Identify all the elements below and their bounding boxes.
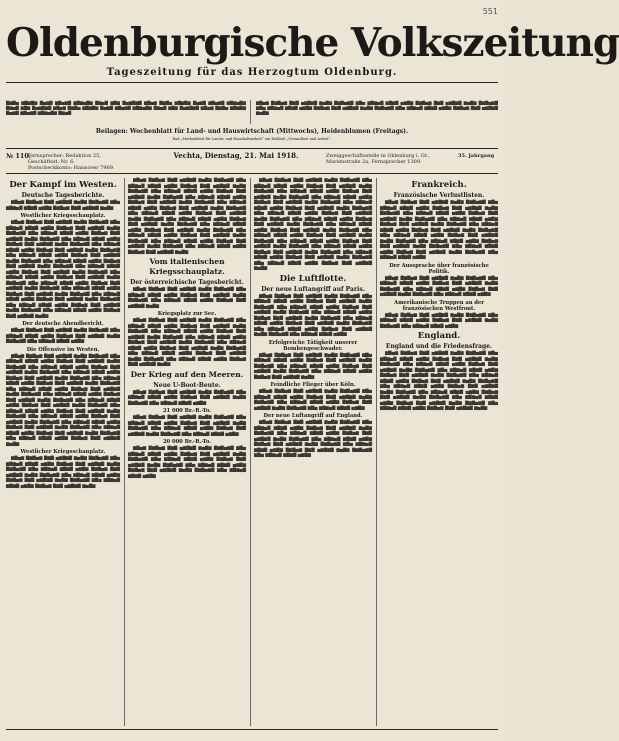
- volume-year: 35. Jahrgang: [458, 153, 495, 159]
- headline-frankreich: Frankreich.: [411, 180, 467, 190]
- issue-info-bar: [6, 150, 498, 172]
- headline-luftangriff-paris: Der neue Luftangriff auf Paris.: [261, 285, 365, 293]
- article-text: ▆▇▅▆ ▇▆▇▅▆ ▇▆▇ ▅▆▇▆▇ ▆▅▇▆ ▇▆▇▅▆▇ ▆▇▅ ▆▇▆▅▇ ▆▇▆▇ ▅▆▇▆ ▇▆▇▅▆ ▇▆▇ ▅▆▇▆▇ ▆▅▇▆ ▇▆▇▅▆▇ ▆▇▅ ▆▇▆▅▇ ▆▇▆▇ ▅▆▇▆ ▇▆▇▅▆ ▇▆▇ ▅▆▇▆▇ ▆▅▇▆ ▇▆▇▅▆▇ ▆▇▅ ▆▇▆▅▇ ▆▇▆▇ ▅▆▇▆ ▇▆▇▅▆ ▇▆▇ ▅▆▇▆▇ ▆▅▇▆ ▇▆▇▅▆▇ ▆▇▅ ▆▇▆▅▇ ▆▇▆▇ ▅▆▇▆ ▇▆▇▅▆ ▇▆▇ ▅▆▇▆▇ ▆▅▇▆: [6, 456, 120, 489]
- column-1: [6, 178, 120, 726]
- subhead-offensive: Die Offensive im Westen.: [26, 346, 100, 353]
- headline-england: England.: [417, 331, 461, 341]
- article-text: ▆▇▅▆ ▇▆▇▅▆ ▇▆▇ ▅▆▇▆▇ ▆▅▇▆ ▇▆▇▅▆▇ ▆▇▅ ▆▇▆▅▇ ▆▇▆▇ ▅▆▇▆ ▇▆▇▅▆ ▇▆▇ ▅▆▇▆▇ ▆▅▇▆ ▇▆▇▅▆▇ ▆▇▅ ▆▇▆▅▇ ▆▇▆▇ ▅▆▇▆ ▇▆▇▅▆ ▇▆▇ ▅▆▇▆▇ ▆▅▇▆ ▇▆▇▅▆▇ ▆▇▅ ▆▇▆▅▇ ▆▇▆▇ ▅▆▇▆ ▇▆▇▅▆ ▇▆▇ ▅▆▇▆▇ ▆▅▇▆ ▇▆▇▅▆▇ ▆▇▅ ▆▇▆▅▇ ▆▇▆▇ ▅▆▇▆ ▇▆▇▅▆ ▇▆▇ ▅▆▇▆▇ ▆▅▇▆ ▇▆▇▅▆▇ ▆▇▅ ▆▇▆▅▇ ▆▇▆▇ ▅▆▇▆ ▇▆▇▅▆ ▇▆▇ ▅▆▇▆▇ ▆▅▇▆ ▇▆▇▅▆▇ ▆▇▅ ▆▇▆▅▇ ▆▇▆▇ ▅▆▇▆ ▇▆▇▅▆ ▇▆▇ ▅▆▇▆▇ ▆▅▇▆ ▇▆▇▅▆▇ ▆▇▅ ▆▇▆▅▇ ▆▇▆▇ ▅▆▇▆ ▇▆▇▅▆ ▇▆▇ ▅▆▇▆▇ ▆▅▇▆ ▇▆▇▅▆▇ ▆▇▅ ▆▇▆▅▇ ▆▇▆▇ ▅▆▇▆ ▇▆▇▅▆ ▇▆▇ ▅▆▇▆▇ ▆▅▇▆ ▇▆▇▅▆▇ ▆▇▅ ▆▇▆▅▇ ▆▇▆▇ ▅▆▇▆ ▇▆▇▅▆ ▇▆▇ ▅▆▇▆▇ ▆▅▇▆ ▇▆▇▅▆▇ ▆▇▅ ▆▇▆▅▇ ▆▇▆▇ ▅▆▇▆ ▇▆▇▅▆ ▇▆▇ ▅▆▇▆▇ ▆▅▇▆ ▇▆▇▅▆▇ ▆▇▅ ▆▇▆▅▇ ▆▇▆▇ ▅▆▇▆ ▇▆▇▅▆ ▇▆▇ ▅▆▇▆▇ ▆▅▇▆ ▇▆▇▅▆▇ ▆▇▅ ▆▇▆▅▇ ▆▇▆▇ ▅▆▇▆ ▇▆▇▅▆ ▇▆▇ ▅▆▇▆▇ ▆▅▇▆ ▇▆▇▅▆▇ ▆▇▅ ▆▇▆▅▇ ▆▇▆▇ ▅▆▇▆ ▇▆▇▅▆ ▇▆▇ ▅▆▇▆▇ ▆▅▇▆: [6, 220, 120, 319]
- headline-italien: Vom italienischen Kriegsschauplatz.: [149, 257, 225, 276]
- supplements-line: Beilagen: Wochenblatt für Land- und Hauswirtschaft (Mittwochs), Heidenblumen (Freitags).: [95, 128, 409, 135]
- column-rule: [376, 178, 377, 726]
- headline-friedensfrage: England und die Friedensfrage.: [385, 343, 493, 350]
- headline-verlustlisten: Französische Verlustlisten.: [393, 192, 485, 199]
- column-rule: [124, 178, 125, 726]
- headline-oesterreich: Der österreichische Tagesbericht.: [130, 279, 244, 286]
- phone-numbers: Fernsprecher: Redaktion 25, Geschäftsst. Nr. 6.: [28, 153, 101, 165]
- subhead-21000-brt: 21 000 Br.-R.-To.: [162, 408, 212, 414]
- headline-luftflotte: Die Luftflotte.: [279, 273, 347, 284]
- article-text: ▆▇▅▆ ▇▆▇▅▆ ▇▆▇ ▅▆▇▆▇ ▆▅▇▆ ▇▆▇▅▆▇ ▆▇▅ ▆▇▆▅▇ ▆▇▆▇ ▅▆▇▆ ▇▆▇▅▆ ▇▆▇ ▅▆▇▆▇ ▆▅▇▆ ▇▆▇▅▆▇ ▆▇▅ ▆▇▆▅▇ ▆▇▆▇ ▅▆▇▆: [128, 389, 246, 406]
- postcheck-account: Postscheckkonto: Hannover 7969.: [28, 165, 115, 171]
- phone-info: [28, 153, 123, 171]
- column-3: [254, 178, 372, 726]
- subhead-westlicher: Westlicher Kriegsschauplatz.: [20, 213, 106, 219]
- branch-office: Zweiggeschäftsstelle in Oldenburg i. Gr., Marienstraße 2a, Fernsprecher 1309.: [326, 153, 430, 165]
- article-text: ▆▇▅▆ ▇▆▇▅▆ ▇▆▇ ▅▆▇▆▇ ▆▅▇▆ ▇▆▇▅▆▇ ▆▇▅ ▆▇▆▅▇ ▆▇▆▇ ▅▆▇▆ ▇▆▇▅▆ ▇▆▇ ▅▆▇▆▇ ▆▅▇▆ ▇▆▇▅▆▇ ▆▇▅ ▆▇▆▅▇ ▆▇▆▇ ▅▆▇▆ ▇▆▇▅▆ ▇▆▇ ▅▆▇▆▇ ▆▅▇▆ ▇▆▇▅▆▇ ▆▇▅ ▆▇▆▅▇ ▆▇▆▇ ▅▆▇▆ ▇▆▇▅▆ ▇▆▇ ▅▆▇▆▇ ▆▅▇▆ ▇▆▇▅▆▇ ▆▇▅ ▆▇▆▅▇ ▆▇▆▇ ▅▆▇▆ ▇▆▇▅▆ ▇▆▇ ▅▆▇▆▇ ▆▅▇▆ ▇▆▇▅▆▇ ▆▇▅ ▆▇▆▅▇ ▆▇▆▇ ▅▆▇▆ ▇▆▇▅▆ ▇▆▇ ▅▆▇▆▇ ▆▅▇▆ ▇▆▇▅▆▇ ▆▇▅ ▆▇▆▅▇ ▆▇▆▇ ▅▆▇▆ ▇▆▇▅▆ ▇▆▇ ▅▆▇▆▇ ▆▅▇▆ ▇▆▇▅▆▇ ▆▇▅ ▆▇▆▅▇ ▆▇▆▇ ▅▆▇▆ ▇▆▇▅▆ ▇▆▇ ▅▆▇▆▇ ▆▅▇▆ ▇▆▇▅▆▇ ▆▇▅ ▆▇▆▅▇ ▆▇▆▇ ▅▆▇▆: [380, 200, 498, 260]
- column-2: [128, 178, 246, 726]
- subhead-luftangriff-england: Der neue Luftangriff auf England.: [263, 413, 363, 419]
- subhead-amerikanische-truppen: Amerikanische Truppen an der französischen Westfront.: [394, 299, 484, 312]
- issue-number: № 110.: [6, 152, 32, 160]
- column-rule: [250, 178, 251, 726]
- headline-u-boot-beute: Neue U-Boot-Beute.: [153, 381, 221, 389]
- masthead-title: Oldenburgische Volkszeitung: [6, 20, 619, 66]
- column-4: [380, 178, 498, 726]
- bottom-rule: [6, 729, 498, 730]
- article-text: ▆▇▅▆ ▇▆▇▅▆ ▇▆▇ ▅▆▇▆▇ ▆▅▇▆ ▇▆▇▅▆▇ ▆▇▅ ▆▇▆▅▇ ▆▇▆▇ ▅▆▇▆ ▇▆▇▅▆ ▇▆▇ ▅▆▇▆▇ ▆▅▇▆ ▇▆▇▅▆▇ ▆▇▅ ▆▇▆▅▇ ▆▇▆▇ ▅▆▇▆ ▇▆▇▅▆ ▇▆▇ ▅▆▇▆▇ ▆▅▇▆ ▇▆▇▅▆▇ ▆▇▅ ▆▇▆▅▇ ▆▇▆▇ ▅▆▇▆ ▇▆▇▅▆ ▇▆▇ ▅▆▇▆▇ ▆▅▇▆ ▇▆▇▅▆▇ ▆▇▅ ▆▇▆▅▇ ▆▇▆▇ ▅▆▇▆ ▇▆▇▅▆ ▇▆▇ ▅▆▇▆▇ ▆▅▇▆ ▇▆▇▅▆▇ ▆▇▅ ▆▇▆▅▇ ▆▇▆▇ ▅▆▇▆ ▇▆▇▅▆ ▇▆▇ ▅▆▇▆▇ ▆▅▇▆ ▇▆▇▅▆▇ ▆▇▅ ▆▇▆▅▇ ▆▇▆▇ ▅▆▇▆ ▇▆▇▅▆ ▇▆▇ ▅▆▇▆▇ ▆▅▇▆: [128, 318, 246, 367]
- article-text: ▆▇▅▆ ▇▆▇▅▆ ▇▆▇ ▅▆▇▆▇ ▆▅▇▆ ▇▆▇▅▆▇ ▆▇▅ ▆▇▆▅▇ ▆▇▆▇ ▅▆▇▆ ▇▆▇▅▆ ▇▆▇ ▅▆▇▆▇ ▆▅▇▆ ▇▆▇▅▆▇ ▆▇▅ ▆▇▆▅▇ ▆▇▆▇ ▅▆▇▆: [380, 312, 498, 329]
- article-text: ▆▇▅▆ ▇▆▇▅▆ ▇▆▇ ▅▆▇▆▇ ▆▅▇▆ ▇▆▇▅▆▇ ▆▇▅ ▆▇▆▅▇ ▆▇▆▇ ▅▆▇▆ ▇▆▇▅▆ ▇▆▇ ▅▆▇▆▇ ▆▅▇▆ ▇▆▇▅▆▇ ▆▇▅ ▆▇▆▅▇ ▆▇▆▇ ▅▆▇▆ ▇▆▇▅▆ ▇▆▇ ▅▆▇▆▇ ▆▅▇▆ ▇▆▇▅▆▇ ▆▇▅ ▆▇▆▅▇ ▆▇▆▇ ▅▆▇▆ ▇▆▇▅▆ ▇▆▇ ▅▆▇▆▇ ▆▅▇▆ ▇▆▇▅▆▇ ▆▇▅ ▆▇▆▅▇ ▆▇▆▇ ▅▆▇▆ ▇▆▇▅▆ ▇▆▇ ▅▆▇▆▇ ▆▅▇▆ ▇▆▇▅▆▇ ▆▇▅ ▆▇▆▅▇ ▆▇▆▇ ▅▆▇▆ ▇▆▇▅▆ ▇▆▇ ▅▆▇▆▇ ▆▅▇▆ ▇▆▇▅▆▇ ▆▇▅ ▆▇▆▅▇ ▆▇▆▇ ▅▆▇▆: [254, 293, 372, 337]
- divider: [6, 82, 498, 83]
- subhead-flieger-koeln: Feindliche Flieger über Köln.: [270, 382, 356, 388]
- article-text: ▆▇▅▆ ▇▆▇▅▆ ▇▆▇ ▅▆▇▆▇ ▆▅▇▆ ▇▆▇▅▆▇ ▆▇▅ ▆▇▆▅▇ ▆▇▆▇ ▅▆▇▆ ▇▆▇▅▆ ▇▆▇ ▅▆▇▆▇ ▆▅▇▆ ▇▆▇▅▆▇ ▆▇▅ ▆▇▆▅▇ ▆▇▆▇ ▅▆▇▆ ▇▆▇▅▆ ▇▆▇ ▅▆▇▆▇ ▆▅▇▆ ▇▆▇▅▆▇ ▆▇▅ ▆▇▆▅▇ ▆▇▆▇ ▅▆▇▆ ▇▆▇▅▆ ▇▆▇ ▅▆▇▆▇ ▆▅▇▆ ▇▆▇▅▆▇ ▆▇▅ ▆▇▆▅▇ ▆▇▆▇ ▅▆▇▆ ▇▆▇▅▆ ▇▆▇ ▅▆▇▆▇ ▆▅▇▆ ▇▆▇▅▆▇ ▆▇▅ ▆▇▆▅▇ ▆▇▆▇ ▅▆▇▆ ▇▆▇▅▆ ▇▆▇ ▅▆▇▆▇ ▆▅▇▆ ▇▆▇▅▆▇ ▆▇▅ ▆▇▆▅▇ ▆▇▆▇ ▅▆▇▆ ▇▆▇▅▆ ▇▆▇ ▅▆▇▆▇ ▆▅▇▆ ▇▆▇▅▆▇ ▆▇▅ ▆▇▆▅▇ ▆▇▆▇ ▅▆▇▆ ▇▆▇▅▆ ▇▆▇ ▅▆▇▆▇ ▆▅▇▆ ▇▆▇▅▆▇ ▆▇▅ ▆▇▆▅▇ ▆▇▆▇ ▅▆▇▆ ▇▆▇▅▆ ▇▆▇ ▅▆▇▆▇ ▆▅▇▆ ▇▆▇▅▆▇ ▆▇▅ ▆▇▆▅▇ ▆▇▆▇ ▅▆▇▆ ▇▆▇▅▆ ▇▆▇ ▅▆▇▆▇ ▆▅▇▆ ▇▆▇▅▆▇ ▆▇▅ ▆▇▆▅▇ ▆▇▆▇ ▅▆▇▆ ▇▆▇▅▆ ▇▆▇ ▅▆▇▆▇ ▆▅▇▆: [128, 178, 246, 255]
- article-text: ▆▇▅▆ ▇▆▇▅▆ ▇▆▇ ▅▆▇▆▇ ▆▅▇▆ ▇▆▇▅▆▇ ▆▇▅ ▆▇▆▅▇ ▆▇▆▇ ▅▆▇▆ ▇▆▇▅▆ ▇▆▇ ▅▆▇▆▇ ▆▅▇▆ ▇▆▇▅▆▇ ▆▇▅ ▆▇▆▅▇ ▆▇▆▇ ▅▆▇▆ ▇▆▇▅▆ ▇▆▇ ▅▆▇▆▇ ▆▅▇▆: [128, 287, 246, 309]
- headline-kampf-im-westen: Der Kampf im Westen.: [9, 180, 117, 190]
- column-rule: [250, 100, 251, 124]
- divider: [6, 173, 498, 174]
- subhead-kriegsplatz-see: Kriegsplatz zur See.: [157, 311, 217, 317]
- headline-krieg-meeren: Der Krieg auf den Meeren.: [130, 369, 244, 379]
- dateline: Vechta, Dienstag, 21. Mai 1918.: [173, 151, 299, 160]
- article-text: ▆▇▅▆ ▇▆▇▅▆ ▇▆▇ ▅▆▇▆▇ ▆▅▇▆ ▇▆▇▅▆▇ ▆▇▅ ▆▇▆▅▇ ▆▇▆▇ ▅▆▇▆ ▇▆▇▅▆ ▇▆▇ ▅▆▇▆▇ ▆▅▇▆ ▇▆▇▅▆▇ ▆▇▅ ▆▇▆▅▇ ▆▇▆▇ ▅▆▇▆ ▇▆▇▅▆ ▇▆▇ ▅▆▇▆▇ ▆▅▇▆ ▇▆▇▅▆▇ ▆▇▅ ▆▇▆▅▇ ▆▇▆▇ ▅▆▇▆ ▇▆▇▅▆ ▇▆▇ ▅▆▇▆▇ ▆▅▇▆ ▇▆▇▅▆▇ ▆▇▅ ▆▇▆▅▇ ▆▇▆▇ ▅▆▇▆ ▇▆▇▅▆ ▇▆▇ ▅▆▇▆▇ ▆▅▇▆ ▇▆▇▅▆▇ ▆▇▅ ▆▇▆▅▇ ▆▇▆▇ ▅▆▇▆ ▇▆▇▅▆ ▇▆▇ ▅▆▇▆▇ ▆▅▇▆ ▇▆▇▅▆▇ ▆▇▅ ▆▇▆▅▇ ▆▇▆▇ ▅▆▇▆ ▇▆▇▅▆ ▇▆▇ ▅▆▇▆▇ ▆▅▇▆ ▇▆▇▅▆▇ ▆▇▅ ▆▇▆▅▇ ▆▇▆▇ ▅▆▇▆ ▇▆▇▅▆ ▇▆▇ ▅▆▇▆▇ ▆▅▇▆ ▇▆▇▅▆▇ ▆▇▅ ▆▇▆▅▇ ▆▇▆▇ ▅▆▇▆ ▇▆▇▅▆ ▇▆▇ ▅▆▇▆▇ ▆▅▇▆ ▇▆▇▅▆▇ ▆▇▅ ▆▇▆▅▇ ▆▇▆▇ ▅▆▇▆ ▇▆▇▅▆ ▇▆▇ ▅▆▇▆▇ ▆▅▇▆ ▇▆▇▅▆▇ ▆▇▅ ▆▇▆▅▇ ▆▇▆▇ ▅▆▇▆ ▇▆▇▅▆ ▇▆▇ ▅▆▇▆▇ ▆▅▇▆ ▇▆▇▅▆▇ ▆▇▅ ▆▇▆▅▇ ▆▇▆▇ ▅▆▇▆ ▇▆▇▅▆ ▇▆▇ ▅▆▇▆▇ ▆▅▇▆ ▇▆▇▅▆▇ ▆▇▅ ▆▇▆▅▇ ▆▇▆▇ ▅▆▇▆ ▇▆▇▅▆ ▇▆▇ ▅▆▇▆▇ ▆▅▇▆: [254, 178, 372, 271]
- subhead-20000-brt: 20 000 Br.-R.-To.: [162, 439, 212, 445]
- article-text: ▆▇▅▆ ▇▆▇▅▆ ▇▆▇ ▅▆▇▆▇ ▆▅▇▆ ▇▆▇▅▆▇ ▆▇▅ ▆▇▆▅▇ ▆▇▆▇ ▅▆▇▆ ▇▆▇▅▆ ▇▆▇ ▅▆▇▆▇ ▆▅▇▆ ▇▆▇▅▆▇ ▆▇▅ ▆▇▆▅▇ ▆▇▆▇ ▅▆▇▆ ▇▆▇▅▆ ▇▆▇ ▅▆▇▆▇ ▆▅▇▆ ▇▆▇▅▆▇ ▆▇▅ ▆▇▆▅▇ ▆▇▆▇ ▅▆▇▆ ▇▆▇▅▆ ▇▆▇ ▅▆▇▆▇ ▆▅▇▆ ▇▆▇▅▆▇ ▆▇▅ ▆▇▆▅▇ ▆▇▆▇ ▅▆▇▆ ▇▆▇▅▆ ▇▆▇ ▅▆▇▆▇ ▆▅▇▆ ▇▆▇▅▆▇ ▆▇▅ ▆▇▆▅▇ ▆▇▆▇ ▅▆▇▆: [254, 420, 372, 458]
- article-text: ▆▇▅▆ ▇▆▇▅▆ ▇▆▇ ▅▆▇▆▇ ▆▅▇▆ ▇▆▇▅▆▇ ▆▇▅ ▆▇▆▅▇ ▆▇▆▇ ▅▆▇▆ ▇▆▇▅▆ ▇▆▇ ▅▆▇▆▇ ▆▅▇▆: [6, 200, 120, 211]
- article-text: ▆▇▅▆ ▇▆▇▅▆ ▇▆▇ ▅▆▇▆▇ ▆▅▇▆ ▇▆▇▅▆▇ ▆▇▅ ▆▇▆▅▇ ▆▇▆▇ ▅▆▇▆ ▇▆▇▅▆ ▇▆▇ ▅▆▇▆▇ ▆▅▇▆ ▇▆▇▅▆▇ ▆▇▅ ▆▇▆▅▇ ▆▇▆▇ ▅▆▇▆ ▇▆▇▅▆ ▇▆▇ ▅▆▇▆▇ ▆▅▇▆ ▇▆▇▅▆▇ ▆▇▅ ▆▇▆▅▇ ▆▇▆▇ ▅▆▇▆ ▇▆▇▅▆ ▇▆▇ ▅▆▇▆▇ ▆▅▇▆: [254, 352, 372, 380]
- subhead-aussprache: Der Aussprache über französische Politik.: [389, 262, 489, 275]
- page-number: 551: [482, 7, 498, 16]
- masthead-subtitle: Tageszeitung für das Herzogtum Oldenburg.: [106, 67, 398, 78]
- subhead-abendbericht: Der deutsche Abendbericht.: [22, 321, 104, 327]
- article-text: ▆▇▅▆ ▇▆▇▅▆ ▇▆▇ ▅▆▇▆▇ ▆▅▇▆ ▇▆▇▅▆▇ ▆▇▅ ▆▇▆▅▇ ▆▇▆▇ ▅▆▇▆ ▇▆▇▅▆ ▇▆▇ ▅▆▇▆▇ ▆▅▇▆ ▇▆▇▅▆▇ ▆▇▅ ▆▇▆▅▇ ▆▇▆▇ ▅▆▇▆ ▇▆▇▅▆ ▇▆▇ ▅▆▇▆▇ ▆▅▇▆ ▇▆▇▅▆▇ ▆▇▅ ▆▇▆▅▇ ▆▇▆▇ ▅▆▇▆: [380, 275, 498, 297]
- article-text: ▆▇▅▆ ▇▆▇▅▆ ▇▆▇ ▅▆▇▆▇ ▆▅▇▆ ▇▆▇▅▆▇ ▆▇▅ ▆▇▆▅▇ ▆▇▆▇ ▅▆▇▆ ▇▆▇▅▆ ▇▆▇ ▅▆▇▆▇ ▆▅▇▆ ▇▆▇▅▆▇ ▆▇▅ ▆▇▆▅▇ ▆▇▆▇ ▅▆▇▆: [6, 328, 120, 344]
- subhead-bombengeschwader: Erfolgreiche Tätigkeit unserer Bombengeschwader.: [268, 339, 358, 352]
- article-text: ▆▇▅▆ ▇▆▇▅▆ ▇▆▇ ▅▆▇▆▇ ▆▅▇▆ ▇▆▇▅▆▇ ▆▇▅ ▆▇▆▅▇ ▆▇▆▇ ▅▆▇▆ ▇▆▇▅▆ ▇▆▇ ▅▆▇▆▇ ▆▅▇▆ ▇▆▇▅▆▇ ▆▇▅ ▆▇▆▅▇ ▆▇▆▇ ▅▆▇▆ ▇▆▇▅▆ ▇▆▇ ▅▆▇▆▇ ▆▅▇▆ ▇▆▇▅▆▇ ▆▇▅ ▆▇▆▅▇ ▆▇▆▇ ▅▆▇▆: [254, 389, 372, 411]
- advertising-info: ▆▇▅▆ ▇▆▇▅▆ ▇▆▇ ▅▆▇▆▇ ▆▅▇▆ ▇▆▇▅▆▇ ▆▇▅ ▆▇▆▅▇ ▆▇▆▇ ▅▆▇▆ ▇▆▇▅▆ ▇▆▇ ▅▆▇▆▇ ▆▅▇▆ ▇▆▇▅▆▇ ▆▇▅ ▆▇▆▅▇ ▆▇▆▇ ▅▆▇▆ ▇▆▇▅▆ ▇▆▇ ▅▆▇▆▇ ▆▅▇▆ ▇▆▇▅▆▇ ▆▇▅ ▆▇▆▅▇ ▆▇▆▇ ▅▆▇▆ ▇▆▇▅▆ ▇▆▇ ▅▆▇▆▇ ▆▅▇▆: [256, 100, 498, 116]
- article-text: ▆▇▅▆ ▇▆▇▅▆ ▇▆▇ ▅▆▇▆▇ ▆▅▇▆ ▇▆▇▅▆▇ ▆▇▅ ▆▇▆▅▇ ▆▇▆▇ ▅▆▇▆ ▇▆▇▅▆ ▇▆▇ ▅▆▇▆▇ ▆▅▇▆ ▇▆▇▅▆▇ ▆▇▅ ▆▇▆▅▇ ▆▇▆▇ ▅▆▇▆ ▇▆▇▅▆ ▇▆▇ ▅▆▇▆▇ ▆▅▇▆ ▇▆▇▅▆▇ ▆▇▅ ▆▇▆▅▇ ▆▇▆▇ ▅▆▇▆ ▇▆▇▅▆ ▇▆▇ ▅▆▇▆▇ ▆▅▇▆ ▇▆▇▅▆▇ ▆▇▅ ▆▇▆▅▇ ▆▇▆▇ ▅▆▇▆ ▇▆▇▅▆ ▇▆▇ ▅▆▇▆▇ ▆▅▇▆ ▇▆▇▅▆▇ ▆▇▅ ▆▇▆▅▇ ▆▇▆▇ ▅▆▇▆ ▇▆▇▅▆ ▇▆▇ ▅▆▇▆▇ ▆▅▇▆ ▇▆▇▅▆▇ ▆▇▅ ▆▇▆▅▇ ▆▇▆▇ ▅▆▇▆ ▇▆▇▅▆ ▇▆▇ ▅▆▇▆▇ ▆▅▇▆ ▇▆▇▅▆▇ ▆▇▅ ▆▇▆▅▇ ▆▇▆▇ ▅▆▇▆ ▇▆▇▅▆ ▇▆▇ ▅▆▇▆▇ ▆▅▇▆ ▇▆▇▅▆▇ ▆▇▅ ▆▇▆▅▇ ▆▇▆▇ ▅▆▇▆ ▇▆▇▅▆ ▇▆▇ ▅▆▇▆▇ ▆▅▇▆ ▇▆▇▅▆▇ ▆▇▅ ▆▇▆▅▇ ▆▇▆▇ ▅▆▇▆ ▇▆▇▅▆ ▇▆▇ ▅▆▇▆▇ ▆▅▇▆ ▇▆▇▅▆▇ ▆▇▅ ▆▇▆▅▇ ▆▇▆▇ ▅▆▇▆ ▇▆▇▅▆ ▇▆▇ ▅▆▇▆▇ ▆▅▇▆ ▇▆▇▅▆▇ ▆▇▅ ▆▇▆▅▇ ▆▇▆▇ ▅▆▇▆ ▇▆▇▅▆ ▇▆▇ ▅▆▇▆▇ ▆▅▇▆ ▇▆▇▅▆▇ ▆▇▅ ▆▇▆▅▇ ▆▇▆▇ ▅▆▇▆ ▇▆▇▅▆ ▇▆▇ ▅▆▇▆▇ ▆▅▇▆: [6, 353, 120, 447]
- article-text: ▆▇▅▆ ▇▆▇▅▆ ▇▆▇ ▅▆▇▆▇ ▆▅▇▆ ▇▆▇▅▆▇ ▆▇▅ ▆▇▆▅▇ ▆▇▆▇ ▅▆▇▆ ▇▆▇▅▆ ▇▆▇ ▅▆▇▆▇ ▆▅▇▆ ▇▆▇▅▆▇ ▆▇▅ ▆▇▆▅▇ ▆▇▆▇ ▅▆▇▆ ▇▆▇▅▆ ▇▆▇ ▅▆▇▆▇ ▆▅▇▆ ▇▆▇▅▆▇ ▆▇▅ ▆▇▆▅▇ ▆▇▆▇ ▅▆▇▆: [128, 415, 246, 437]
- article-text: ▆▇▅▆ ▇▆▇▅▆ ▇▆▇ ▅▆▇▆▇ ▆▅▇▆ ▇▆▇▅▆▇ ▆▇▅ ▆▇▆▅▇ ▆▇▆▇ ▅▆▇▆ ▇▆▇▅▆ ▇▆▇ ▅▆▇▆▇ ▆▅▇▆ ▇▆▇▅▆▇ ▆▇▅ ▆▇▆▅▇ ▆▇▆▇ ▅▆▇▆ ▇▆▇▅▆ ▇▆▇ ▅▆▇▆▇ ▆▅▇▆ ▇▆▇▅▆▇ ▆▇▅ ▆▇▆▅▇ ▆▇▆▇ ▅▆▇▆ ▇▆▇▅▆ ▇▆▇ ▅▆▇▆▇ ▆▅▇▆ ▇▆▇▅▆▇ ▆▇▅ ▆▇▆▅▇ ▆▇▆▇ ▅▆▇▆ ▇▆▇▅▆ ▇▆▇ ▅▆▇▆▇ ▆▅▇▆ ▇▆▇▅▆▇ ▆▇▅ ▆▇▆▅▇ ▆▇▆▇ ▅▆▇▆ ▇▆▇▅▆ ▇▆▇ ▅▆▇▆▇ ▆▅▇▆ ▇▆▇▅▆▇ ▆▇▅ ▆▇▆▅▇ ▆▇▆▇ ▅▆▇▆ ▇▆▇▅▆ ▇▆▇ ▅▆▇▆▇ ▆▅▇▆ ▇▆▇▅▆▇ ▆▇▅ ▆▇▆▅▇ ▆▇▆▇ ▅▆▇▆ ▇▆▇▅▆ ▇▆▇ ▅▆▇▆▇ ▆▅▇▆ ▇▆▇▅▆▇ ▆▇▅ ▆▇▆▅▇ ▆▇▆▇ ▅▆▇▆ ▇▆▇▅▆ ▇▆▇ ▅▆▇▆▇ ▆▅▇▆: [380, 351, 498, 411]
- subscription-info: ▇▆▇▅ ▆▇▆▇▆ ▇▅▆▇ ▆▇▅▆▇ ▆▇▆▅▇▆ ▇▆▅▇ ▆▇▆ ▇▅▆▇▆▇ ▆▇▅▆ ▇▆▇▅ ▆▇▆▇▆ ▇▅▆▇ ▆▇▅▆▇ ▆▇▆▅▇▆ ▇▆▅▇ ▆▇▆ ▇▅▆▇▆▇ ▆▇▅▆ ▇▆▇▅ ▆▇▆▇▆ ▇▅▆▇ ▆▇▅▆▇ ▆▇▆▅▇▆ ▇▆▅▇ ▆▇▆ ▇▅▆▇▆▇ ▆▇▅▆ ▇▆▇▅ ▆▇▆▇▆ ▇▅▆▇ ▆▇▅▆▇ ▆▇▆▅▇▆ ▇▆▅▇: [6, 100, 246, 116]
- divider: [6, 148, 498, 149]
- subhead-westlicher-2: Westlicher Kriegsschauplatz.: [20, 449, 106, 455]
- supplements-note: Bad „Merkenblatt für Landw. und Haushaltsarbeit“ ein Beiblatt „Gesundheit und Arbeit“.: [172, 137, 332, 141]
- article-text: ▆▇▅▆ ▇▆▇▅▆ ▇▆▇ ▅▆▇▆▇ ▆▅▇▆ ▇▆▇▅▆▇ ▆▇▅ ▆▇▆▅▇ ▆▇▆▇ ▅▆▇▆ ▇▆▇▅▆ ▇▆▇ ▅▆▇▆▇ ▆▅▇▆ ▇▆▇▅▆▇ ▆▇▅ ▆▇▆▅▇ ▆▇▆▇ ▅▆▇▆ ▇▆▇▅▆ ▇▆▇ ▅▆▇▆▇ ▆▅▇▆ ▇▆▇▅▆▇ ▆▇▅ ▆▇▆▅▇ ▆▇▆▇ ▅▆▇▆ ▇▆▇▅▆ ▇▆▇ ▅▆▇▆▇ ▆▅▇▆ ▇▆▇▅▆▇ ▆▇▅ ▆▇▆▅▇ ▆▇▆▇ ▅▆▇▆: [128, 446, 246, 479]
- headline-tagesberichte: Deutsche Tagesberichte.: [21, 192, 105, 199]
